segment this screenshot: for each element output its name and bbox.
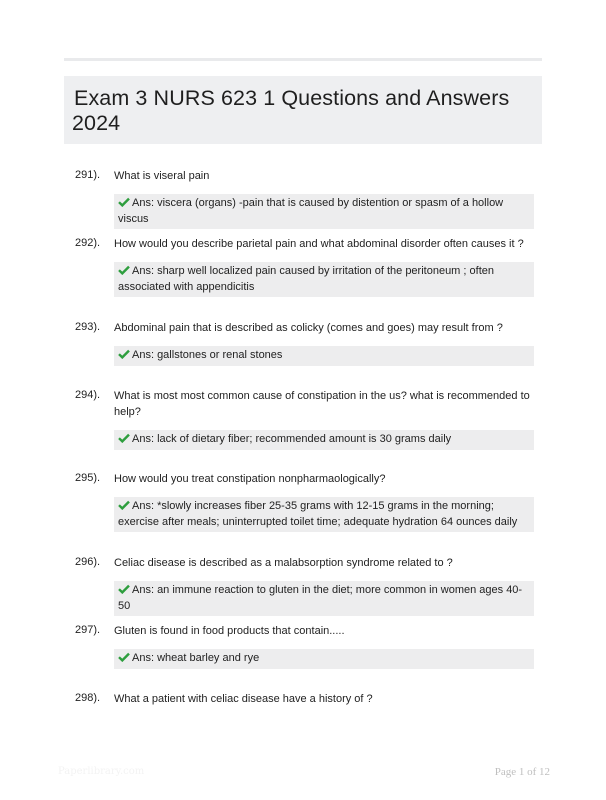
title-banner	[64, 76, 542, 144]
check-icon	[118, 349, 130, 359]
answer-box	[114, 649, 534, 669]
question-number: 297).	[75, 624, 101, 636]
question-number: 293).	[75, 321, 101, 333]
question-text: What a patient with celiac disease have a history of ?	[114, 693, 373, 705]
question-number: 295).	[75, 472, 101, 484]
question-text: How would you treat constipation nonpharmaologically?	[114, 473, 386, 485]
question-number: 296).	[75, 556, 101, 568]
question-text: How would you describe parietal pain and what abdominal disorder often causes it ?	[114, 238, 524, 250]
question-text: Gluten is found in food products that contain.....	[114, 625, 345, 637]
question-number: 292).	[75, 237, 101, 249]
answer-text: Ans: *slowly increases fiber 25-35 grams with 12-15 grams in the morning; exercise after meals; uninterrupted toilet time; adequate hydration 64 ounces daily	[118, 500, 518, 528]
answer-box	[114, 194, 534, 229]
question-text: Abdominal pain that is described as colicky (comes and goes) may result from ?	[114, 322, 503, 334]
page-title-line-2: 2024	[72, 111, 121, 135]
question-text: What is viseral pain	[114, 170, 210, 182]
check-icon	[118, 652, 130, 662]
check-icon	[118, 197, 130, 207]
check-icon	[118, 265, 130, 275]
question-number: 294).	[75, 389, 101, 401]
check-icon	[118, 433, 130, 443]
answer-text: Ans: gallstones or renal stones	[132, 349, 283, 361]
page-indicator: Page 1 of 12	[494, 766, 550, 778]
page-title	[72, 86, 534, 136]
check-icon	[118, 500, 130, 510]
answer-text: Ans: an immune reaction to gluten in the diet; more common in women ages 40-50	[118, 584, 523, 612]
answer-box	[114, 581, 534, 616]
page-title-line-1: Exam 3 NURS 623 1 Questions and Answers	[74, 86, 510, 110]
answer-box	[114, 430, 534, 450]
question-text: Celiac disease is described as a malabsorption syndrome related to ?	[114, 557, 453, 569]
answer-text: Ans: sharp well localized pain caused by irritation of the peritoneum ; often associated with appendicitis	[118, 265, 494, 293]
answer-text: Ans: viscera (organs) -pain that is caused by distention or spasm of a hollow viscus	[118, 197, 504, 225]
top-divider	[64, 58, 542, 61]
answer-box	[114, 346, 534, 366]
answer-text: Ans: lack of dietary fiber; recommended amount is 30 grams daily	[132, 433, 452, 445]
question-text: What is most most common cause of constipation in the us? what is recommended to help?	[114, 390, 530, 418]
footer-watermark: Paperlibrary.com	[58, 766, 145, 777]
question-number: 291).	[75, 169, 101, 181]
answer-box	[114, 262, 534, 297]
answer-box	[114, 497, 534, 532]
question-number: 298).	[75, 692, 101, 704]
check-icon	[118, 584, 130, 594]
answer-text: Ans: wheat barley and rye	[132, 652, 260, 664]
